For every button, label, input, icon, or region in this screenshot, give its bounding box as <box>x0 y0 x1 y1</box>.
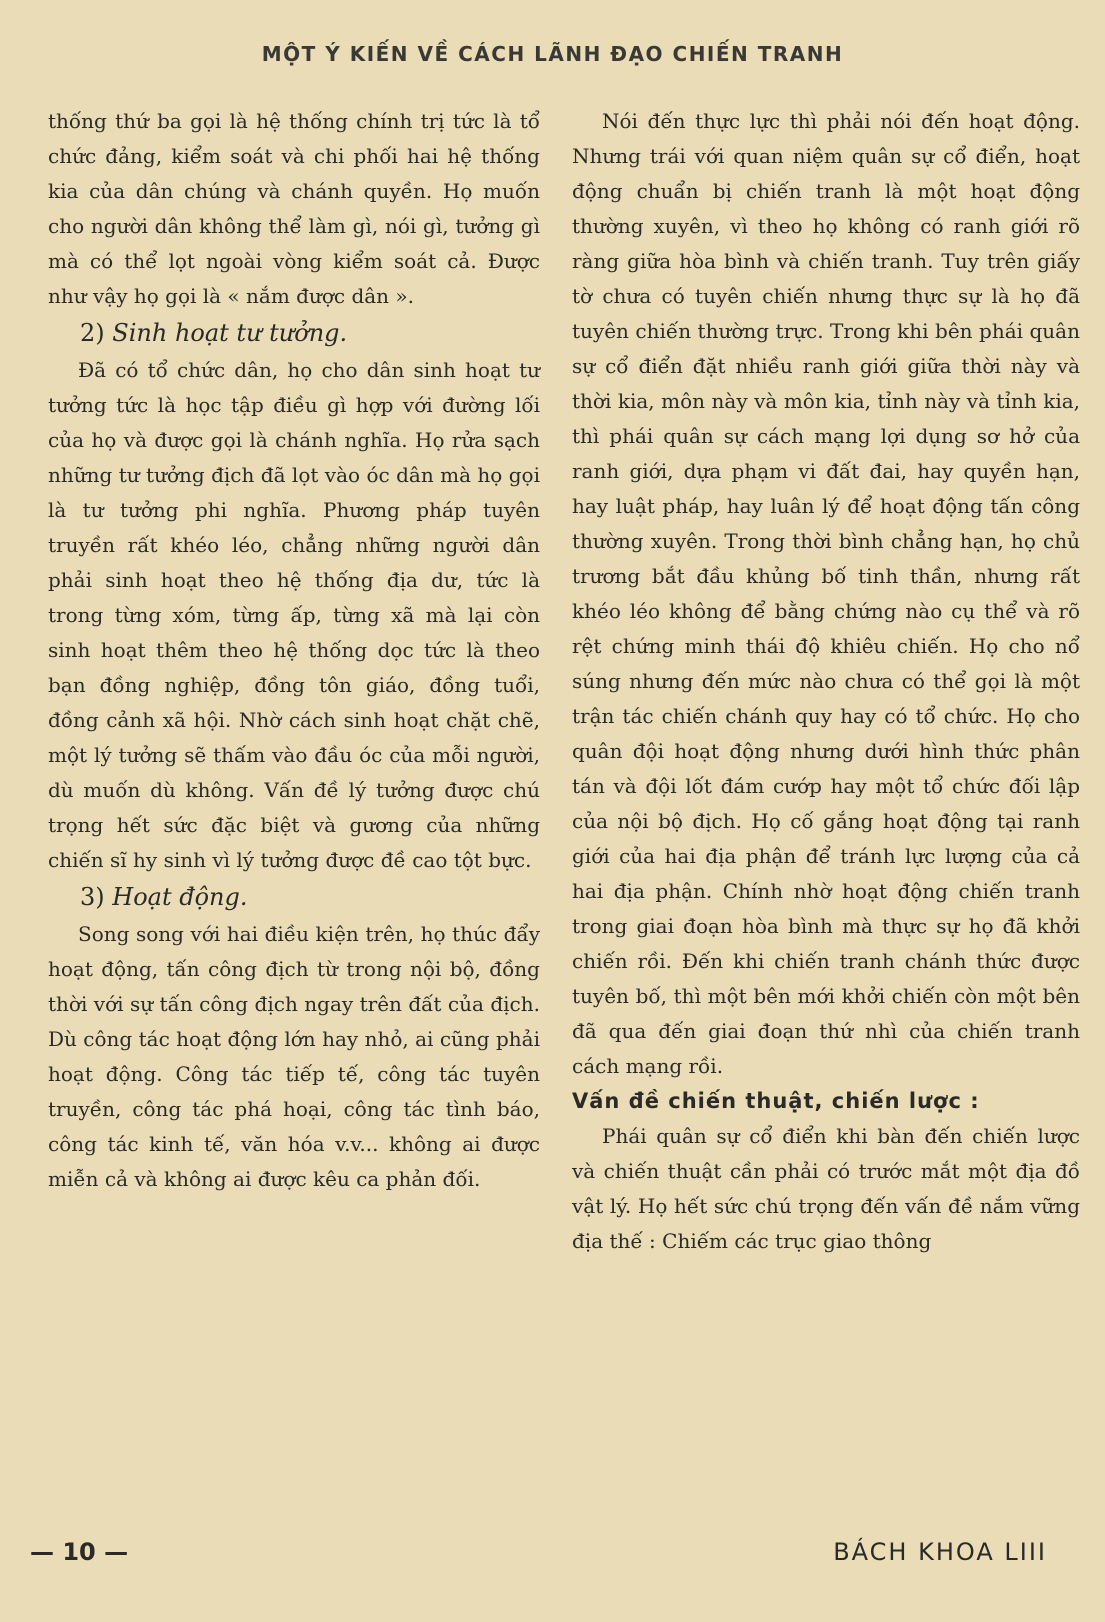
right-paragraph-2: Phái quân sự cổ điển khi bàn đến chiến lược và chiến thuật cần phải có trước mắt một địa đồ vật lý. Họ hết sức chú trọng đến vấn đề nắm vững địa thế : Chiếm các trục giao thông <box>572 1124 1080 1253</box>
subheading-3-number: 3) <box>80 883 105 911</box>
subheading-2 <box>80 316 540 351</box>
right-column <box>572 104 1080 1259</box>
left-column <box>48 104 540 1197</box>
subheading-2-text: Sinh hoạt tư tưởng. <box>112 319 348 347</box>
subheading-3 <box>80 880 540 915</box>
running-head: MỘT Ý KIẾN VỀ CÁCH LÃNH ĐẠO CHIẾN TRANH <box>261 42 844 66</box>
left-paragraph-1: thống thứ ba gọi là hệ thống chính trị tức là tổ chức đảng, kiểm soát và chi phối hai hệ thống kia của dân chúng và chánh quyền. Họ muốn cho người dân không thể làm gì, nói gì, tưởng gì mà có thể lọt ngoài vòng kiểm soát cả. Được như vậy họ gọi là « nắm được dân ». <box>48 109 540 308</box>
subheading-3-text: Hoạt động. <box>112 883 248 911</box>
page-number: — 10 — <box>30 1538 129 1566</box>
right-paragraph-1: Nói đến thực lực thì phải nói đến hoạt động. Nhưng trái với quan niệm quân sự cổ điển, hoạt động chuẩn bị chiến tranh là một hoạt động thường xuyên, vì theo họ không có ranh giới rõ ràng giữa hòa bình và chiến tranh. Tuy trên giấy tờ chưa có tuyên chiến nhưng thực sự là họ đã tuyên chiến thường trực. Trong khi bên phái quân sự cổ điển đặt nhiều ranh giới giữa thời này và thời kia, môn này và môn kia, tỉnh này và tỉnh kia, thì phái quân sự cách mạng lợi dụng sơ hở của ranh giới, dựa phạm vi đất đai, hay quyền hạn, hay luật pháp, hay luân lý để hoạt động tấn công thường xuyên. Trong thời bình chẳng hạn, họ chủ trương bắt đầu khủng bố tinh thần, nhưng rất khéo léo không để bằng chứng nào cụ thể và rõ rệt chứng minh thái độ khiêu chiến. Họ cho nổ súng nhưng đến mức nào chưa có thể gọi là một trận tác chiến chánh quy hay có tổ chức. Họ cho quân đội hoạt động nhưng dưới hình thức phân tán và đội lốt đám cướp hay một tổ chức đối lập của nội bộ địch. Họ cố gắng hoạt động tại ranh giới của hai địa phận để tránh lực lượng của cả hai địa phận. Chính nhờ hoạt động chiến tranh trong giai đoạn hòa bình mà thực sự họ đã khởi chiến rồi. Đến khi chiến tranh chánh thức được tuyên bố, thì một bên mới khởi chiến còn một bên đã qua đến giai đoạn thứ nhì của chiến tranh cách mạng rồi. <box>572 109 1080 1078</box>
journal-name: BÁCH KHOA LIII <box>833 1538 1047 1566</box>
left-paragraph-2: Đã có tổ chức dân, họ cho dân sinh hoạt tư tưởng tức là học tập điều gì hợp với đường lối của họ và được gọi là chánh nghĩa. Họ rửa sạch những tư tưởng địch đã lọt vào óc dân mà họ gọi là tư tưởng phi nghĩa. Phương pháp tuyên truyền rất khéo léo, chẳng những người dân phải sinh hoạt theo hệ thống địa dư, tức là trong từng xóm, từng ấp, từng xã mà lại còn sinh hoạt thêm theo hệ thống dọc tức là theo bạn đồng nghiệp, đồng tôn giáo, đồng tuổi, đồng cảnh xã hội. Nhờ cách sinh hoạt chặt chẽ, một lý tưởng sẽ thấm vào đầu óc của mỗi người, dù muốn dù không. Vấn đề lý tưởng được chú trọng hết sức đặc biệt và gương của những chiến sĩ hy sinh vì lý tưởng được đề cao tột bực. <box>48 358 540 872</box>
left-paragraph-3: Song song với hai điều kiện trên, họ thúc đẩy hoạt động, tấn công địch từ trong nội bộ, đồng thời với sự tấn công địch ngay trên đất của địch. Dù công tác hoạt động lớn hay nhỏ, ai cũng phải hoạt động. Công tác tiếp tế, công tác tuyên truyền, công tác phá hoại, công tác tình báo, công tác kinh tế, văn hóa v.v... không ai được miễn cả và không ai được kêu ca phản đối. <box>48 922 540 1191</box>
section-heading: Vấn đề chiến thuật, chiến lược : <box>572 1089 980 1113</box>
subheading-2-number: 2) <box>80 319 105 347</box>
